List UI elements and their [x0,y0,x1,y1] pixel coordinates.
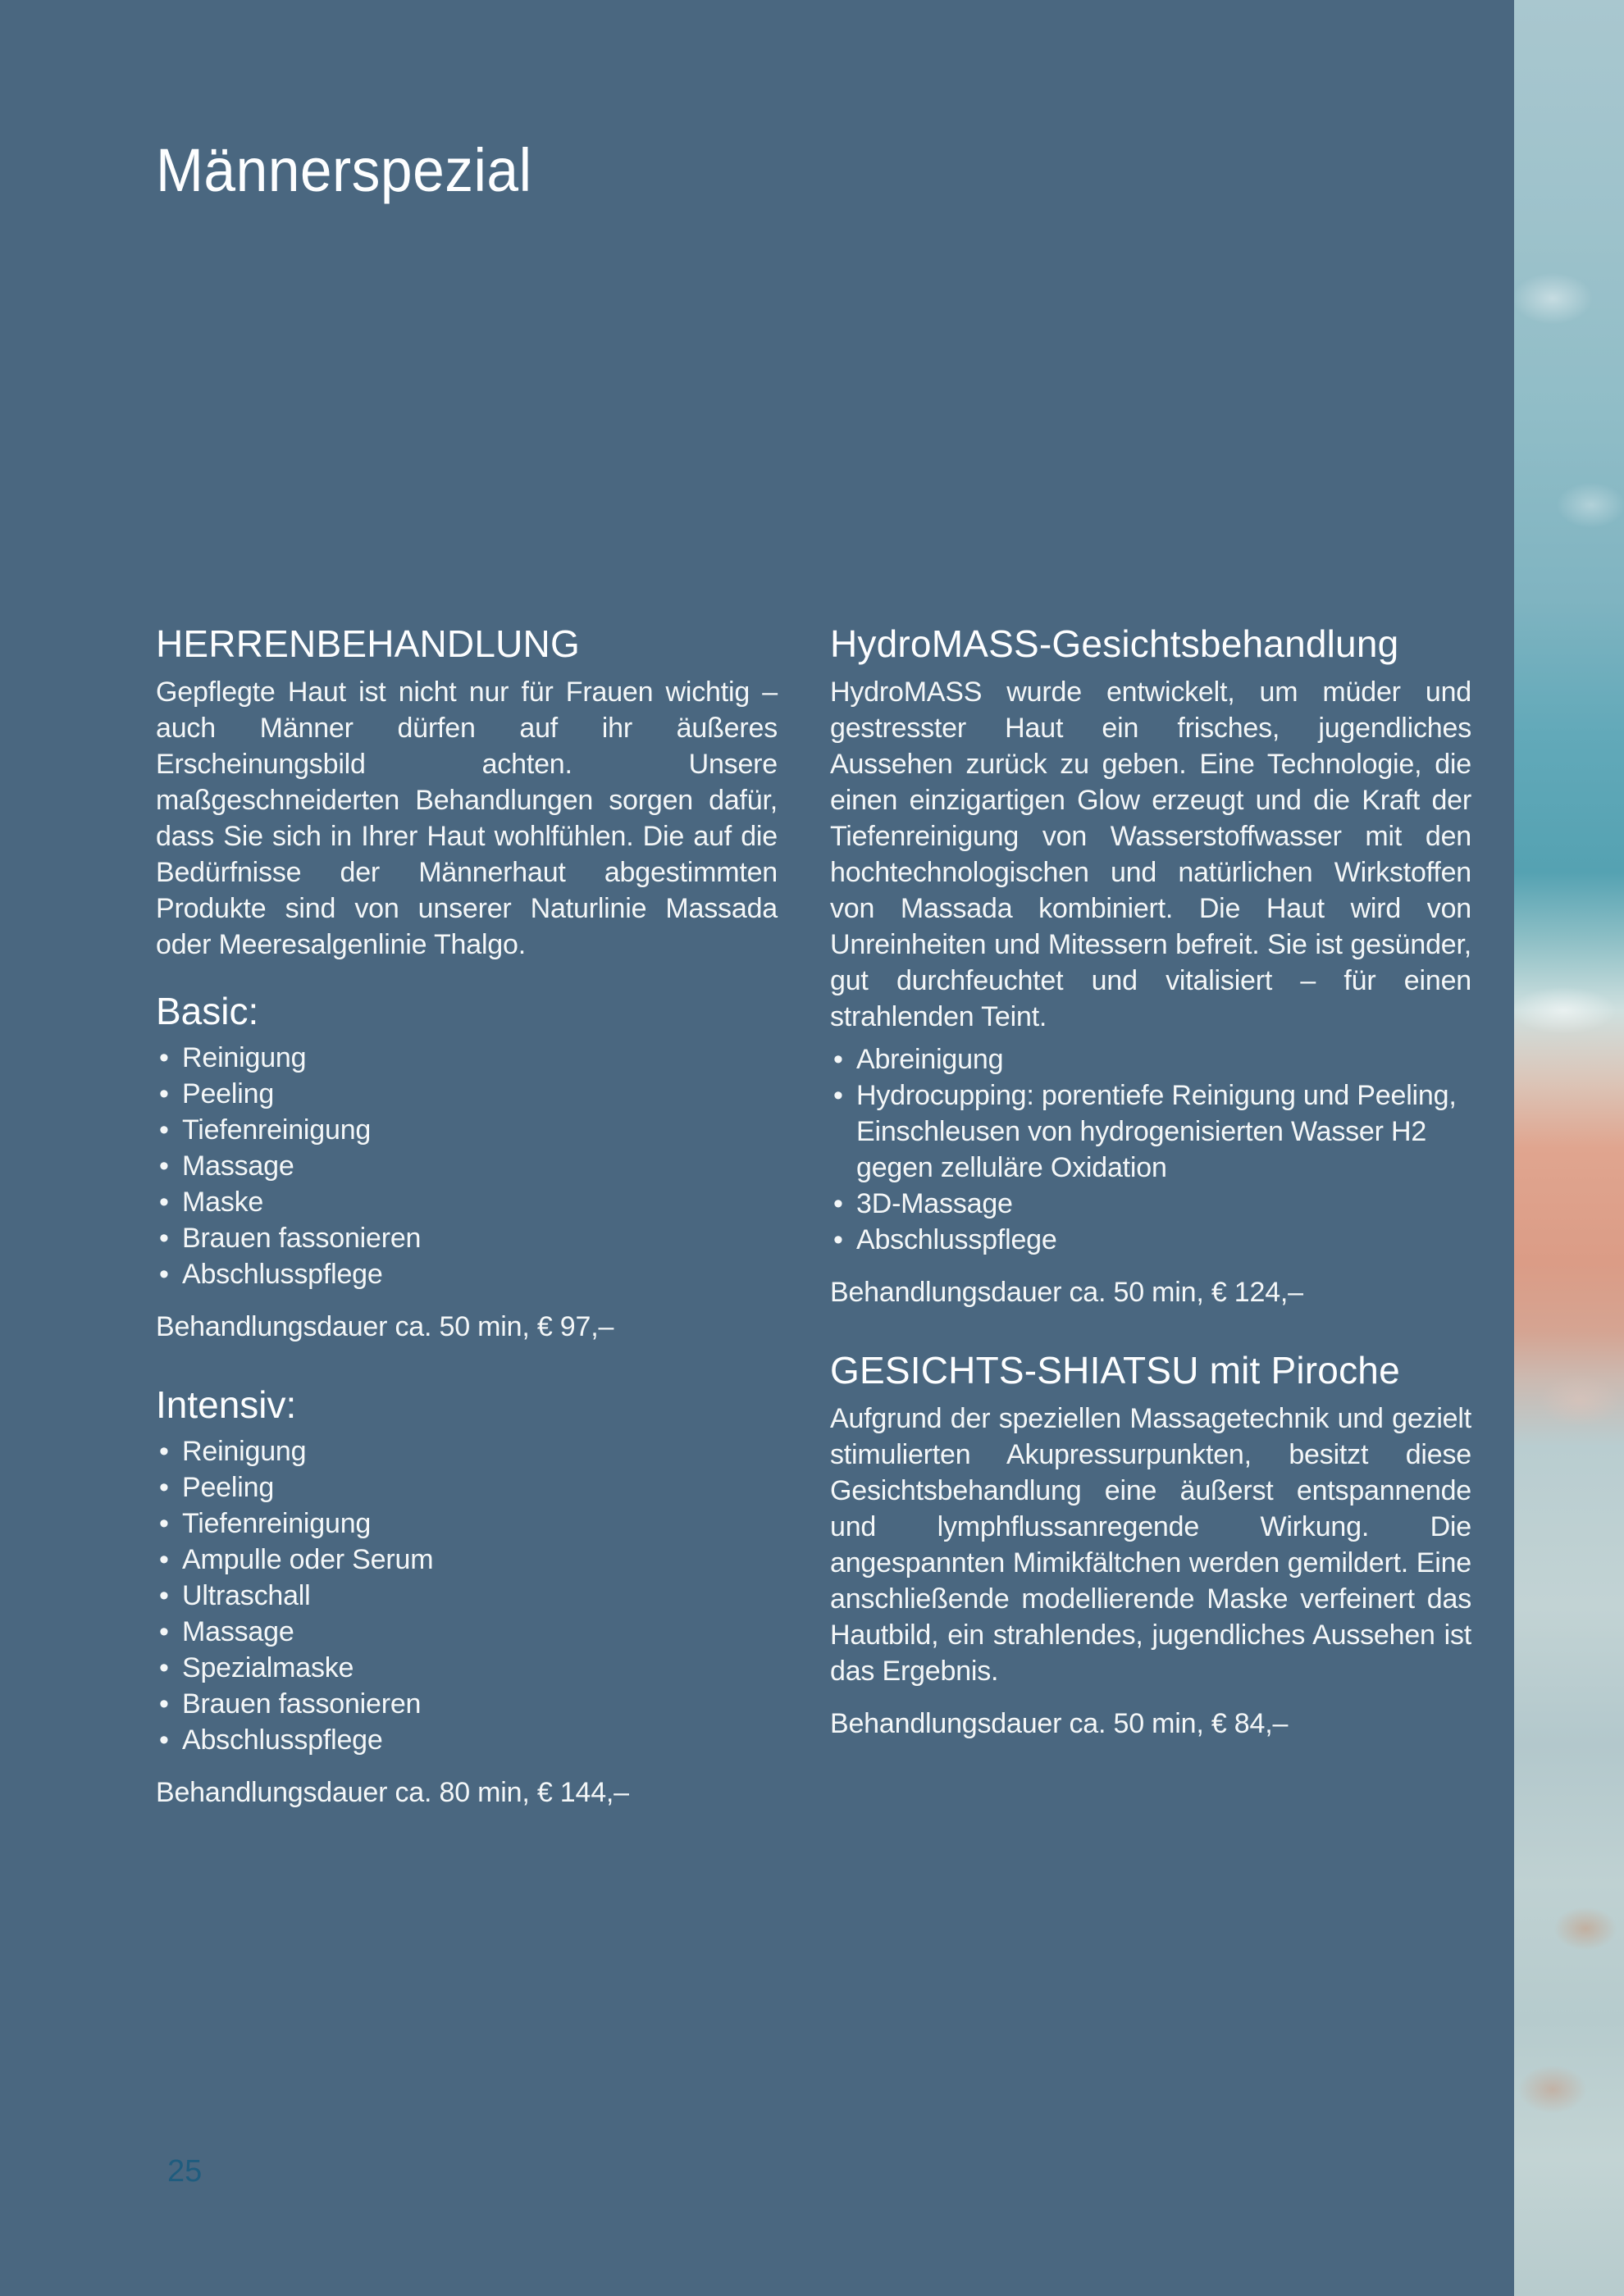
list-item: • Abschlusspflege [830,1222,1471,1258]
intensiv-treatment-list [156,1433,778,1758]
duration-price-hydromass: Behandlungsdauer ca. 50 min, € 124,– [830,1277,1303,1308]
duration-price-basic: Behandlungsdauer ca. 50 min, € 97,– [156,1311,614,1342]
subheading-basic: Basic: [156,990,259,1032]
basic-treatment-list [156,1040,778,1292]
list-item: • Brauen fassonieren [156,1220,778,1256]
list-item: • Reinigung [156,1040,778,1076]
subheading-intensiv: Intensiv: [156,1383,297,1426]
list-item: • Abreinigung [830,1041,1471,1077]
list-item: • Abschlusspflege [156,1256,778,1292]
list-item: • Tiefenreinigung [156,1506,778,1542]
list-item: • Hydrocupping: porentiefe Reinigung und Peeling, Einschleusen von hydrogenisierten Wasser H2 gegen zelluläre Oxidation [830,1077,1471,1186]
list-item: • Massage [156,1148,778,1184]
list-item: • Massage [156,1614,778,1650]
page-number: 25 [167,2154,203,2189]
list-item: • Ultraschall [156,1578,778,1614]
list-item: • 3D-Massage [830,1186,1471,1222]
left-column [156,622,778,1811]
list-item: • Ampulle oder Serum [156,1542,778,1578]
list-item: • Brauen fassonieren [156,1686,778,1722]
section-body-hydromass: HydroMASS wurde entwickelt, um müder und gestresster Haut ein frisches, jugendliches Aussehen zurück zu geben. Eine Technologie, die einen einzigartigen Glow erzeugt und die Kraft der Tiefenreinigung von Wasserstoffwasser mit den hochtechnologischen und natürlichen Wirkstoffen von Massada kombiniert. Die Haut wird von Unreinheiten und Mitessern befreit. Sie ist gesünder, gut durchfeuchtet und vitalisiert – für einen strahlenden Teint. [830,676,1471,1032]
right-column [830,622,1471,1742]
sea-water-photo [1514,0,1624,2296]
list-item: • Maske [156,1184,778,1220]
list-item: • Peeling [156,1076,778,1112]
list-item: • Tiefenreinigung [156,1112,778,1148]
section-heading-shiatsu: GESICHTS-SHIATSU mit Piroche [830,1349,1400,1392]
duration-price-intensiv: Behandlungsdauer ca. 80 min, € 144,– [156,1777,629,1808]
section-heading-hydromass: HydroMASS-Gesichtsbehandlung [830,622,1399,665]
section-body-shiatsu: Aufgrund der speziellen Massagetechnik und gezielt stimulierten Akupressurpunkten, besitzt diese Gesichtsbehandlung eine äußerst entspannende und lymphflussanregende Wirkung. Die angespannten Mimikfältchen werden gemildert. Eine anschließende modellierende Maske verfeinert das Hautbild, ein strahlendes, jugendliches Aussehen ist das Ergebnis. [830,1403,1471,1687]
hydromass-treatment-list [830,1041,1471,1258]
list-item: • Peeling [156,1469,778,1506]
list-item: • Abschlusspflege [156,1722,778,1758]
list-item: • Reinigung [156,1433,778,1469]
section-body-herrenbehandlung: Gepflegte Haut ist nicht nur für Frauen wichtig – auch Männer dürfen auf ihr äußeres Erscheinungsbild achten. Unsere maßgeschneiderten Behandlungen sorgen dafür, dass Sie sich in Ihrer Haut wohlfühlen. Die auf die Bedürfnisse der Männerhaut abgestimmten Produkte sind von unserer Naturlinie Massada oder Meeresalgenlinie Thalgo. [156,676,778,960]
list-item: • Spezialmaske [156,1650,778,1686]
duration-price-shiatsu: Behandlungsdauer ca. 50 min, € 84,– [830,1708,1289,1739]
section-heading-herrenbehandlung: HERRENBEHANDLUNG [156,622,580,665]
page-title: Männerspezial [156,136,532,204]
